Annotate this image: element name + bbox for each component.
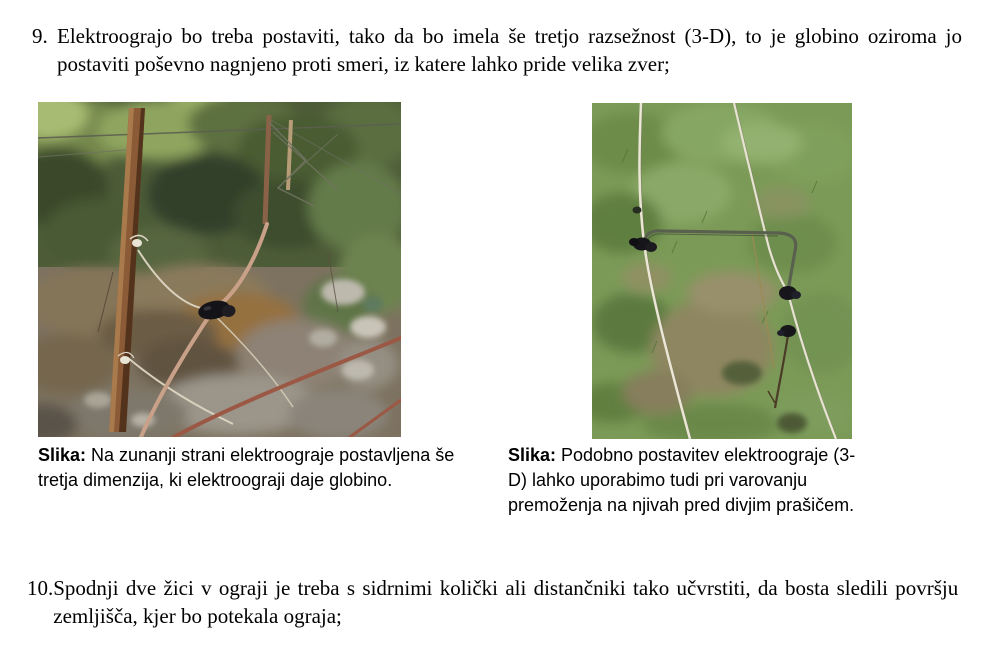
caption-label: Slika: — [38, 445, 87, 465]
list-item-10 — [27, 574, 958, 630]
item-10-text: Spodnji dve žici v ograji je treba s sidrnimi količki ali distančniki tako učvrstiti, da bosta sledili površju zemljišča, kjer bo potekala ograja; — [53, 576, 959, 628]
list-item-9 — [32, 22, 962, 78]
figure-caption-left — [38, 443, 488, 493]
item-9-text: Elektroograjo bo treba postaviti, tako da bo imela še tretjo razsežnost (3-D), to je globino oziroma jo postaviti poševno nagnjeno proti smeri, iz katere lahko pride velika zver; — [57, 24, 962, 76]
caption-text: Na zunanji strani elektroograje postavljena še tretja dimenzija, ki elektroograji daje globino. — [38, 445, 455, 490]
caption-label: Slika: — [508, 445, 557, 465]
photo-electric-fence-3d-slope — [38, 102, 401, 437]
figure-caption-right — [508, 443, 873, 518]
caption-text: Podobno postavitev elektroograje (3-D) lahko uporabimo tudi pri varovanju premoženja na njivah pred divjim prašičem. — [508, 445, 856, 515]
photo-electric-fence-3d-field — [592, 103, 852, 439]
item-10-number: 10. — [27, 576, 54, 600]
item-9-number: 9. — [32, 24, 48, 48]
